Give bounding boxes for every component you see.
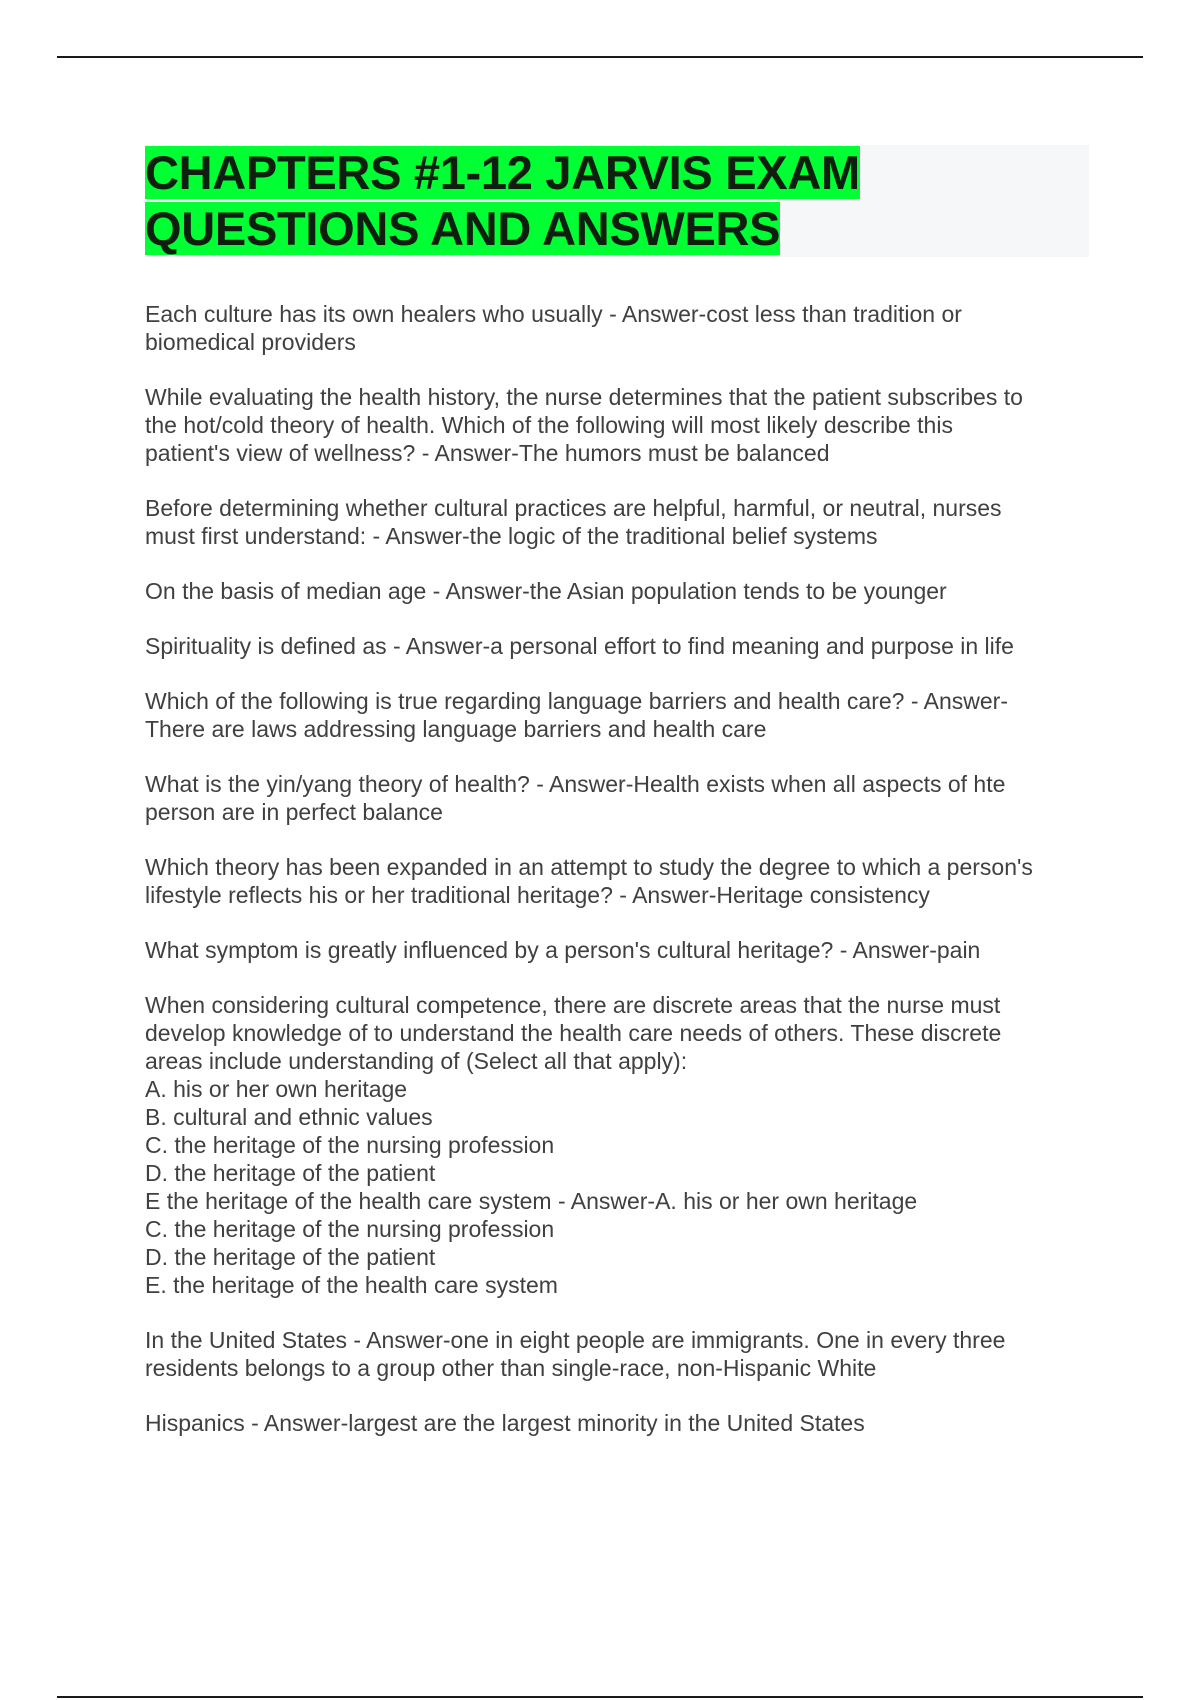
qa-line: person are in perfect balance [145,799,443,825]
qa-line: Hispanics - Answer-largest are the largest minority in the United States [145,1410,865,1436]
qa-item [145,853,1105,909]
qa-line: Which of the following is true regarding language barriers and health care? - Answer- [145,688,1008,714]
qa-line: There are laws addressing language barriers and health care [145,716,767,742]
qa-line: lifestyle reflects his or her traditional heritage? - Answer-Heritage consistency [145,882,930,908]
qa-line: areas include understanding of (Select all that apply): [145,1048,688,1074]
qa-line: E the heritage of the health care system - Answer-A. his or her own heritage [145,1188,918,1214]
top-rule [57,56,1143,58]
qa-line: B. cultural and ethnic values [145,1104,433,1130]
qa-item [145,383,1105,467]
qa-item [145,687,1105,743]
qa-list [145,300,1105,1464]
title-line-1: CHAPTERS #1-12 JARVIS EXAM [145,146,860,199]
qa-line: Before determining whether cultural practices are helpful, harmful, or neutral, nurses [145,495,1002,521]
qa-line: C. the heritage of the nursing profession [145,1216,555,1242]
qa-item [145,1326,1105,1382]
bottom-rule [57,1696,1143,1698]
qa-line: Each culture has its own healers who usually - Answer-cost less than tradition or [145,301,962,327]
title-line-2: QUESTIONS AND ANSWERS [145,202,781,255]
qa-line: What symptom is greatly influenced by a person's cultural heritage? - Answer-pain [145,937,981,963]
qa-line: While evaluating the health history, the nurse determines that the patient subscribes to [145,384,1023,410]
qa-line: What is the yin/yang theory of health? - Answer-Health exists when all aspects of hte [145,771,1006,797]
qa-item [145,494,1105,550]
qa-line: When considering cultural competence, there are discrete areas that the nurse must [145,992,1001,1018]
qa-item [145,1409,1105,1437]
qa-line: Spirituality is defined as - Answer-a personal effort to find meaning and purpose in life [145,633,1014,659]
qa-line: patient's view of wellness? - Answer-The humors must be balanced [145,440,830,466]
qa-line: D. the heritage of the patient [145,1160,436,1186]
qa-line: E. the heritage of the health care system [145,1272,558,1298]
qa-line: D. the heritage of the patient [145,1244,436,1270]
qa-line: the hot/cold theory of health. Which of the following will most likely describe this [145,412,953,438]
title-block [145,145,1089,257]
qa-line: biomedical providers [145,329,356,355]
qa-line: develop knowledge of to understand the health care needs of others. These discrete [145,1020,1002,1046]
qa-line: must first understand: - Answer-the logic of the traditional belief systems [145,523,878,549]
qa-item [145,991,1105,1299]
document-title [145,145,1089,257]
qa-line: A. his or her own heritage [145,1076,408,1102]
qa-line: Which theory has been expanded in an attempt to study the degree to which a person's [145,854,1033,880]
qa-item [145,936,1105,964]
qa-item [145,770,1105,826]
qa-line: C. the heritage of the nursing profession [145,1132,555,1158]
qa-line: residents belongs to a group other than single-race, non-Hispanic White [145,1355,877,1381]
qa-item [145,577,1105,605]
qa-item [145,632,1105,660]
qa-line: On the basis of median age - Answer-the Asian population tends to be younger [145,578,947,604]
qa-line: In the United States - Answer-one in eight people are immigrants. One in every three [145,1327,1006,1353]
qa-item [145,300,1105,356]
